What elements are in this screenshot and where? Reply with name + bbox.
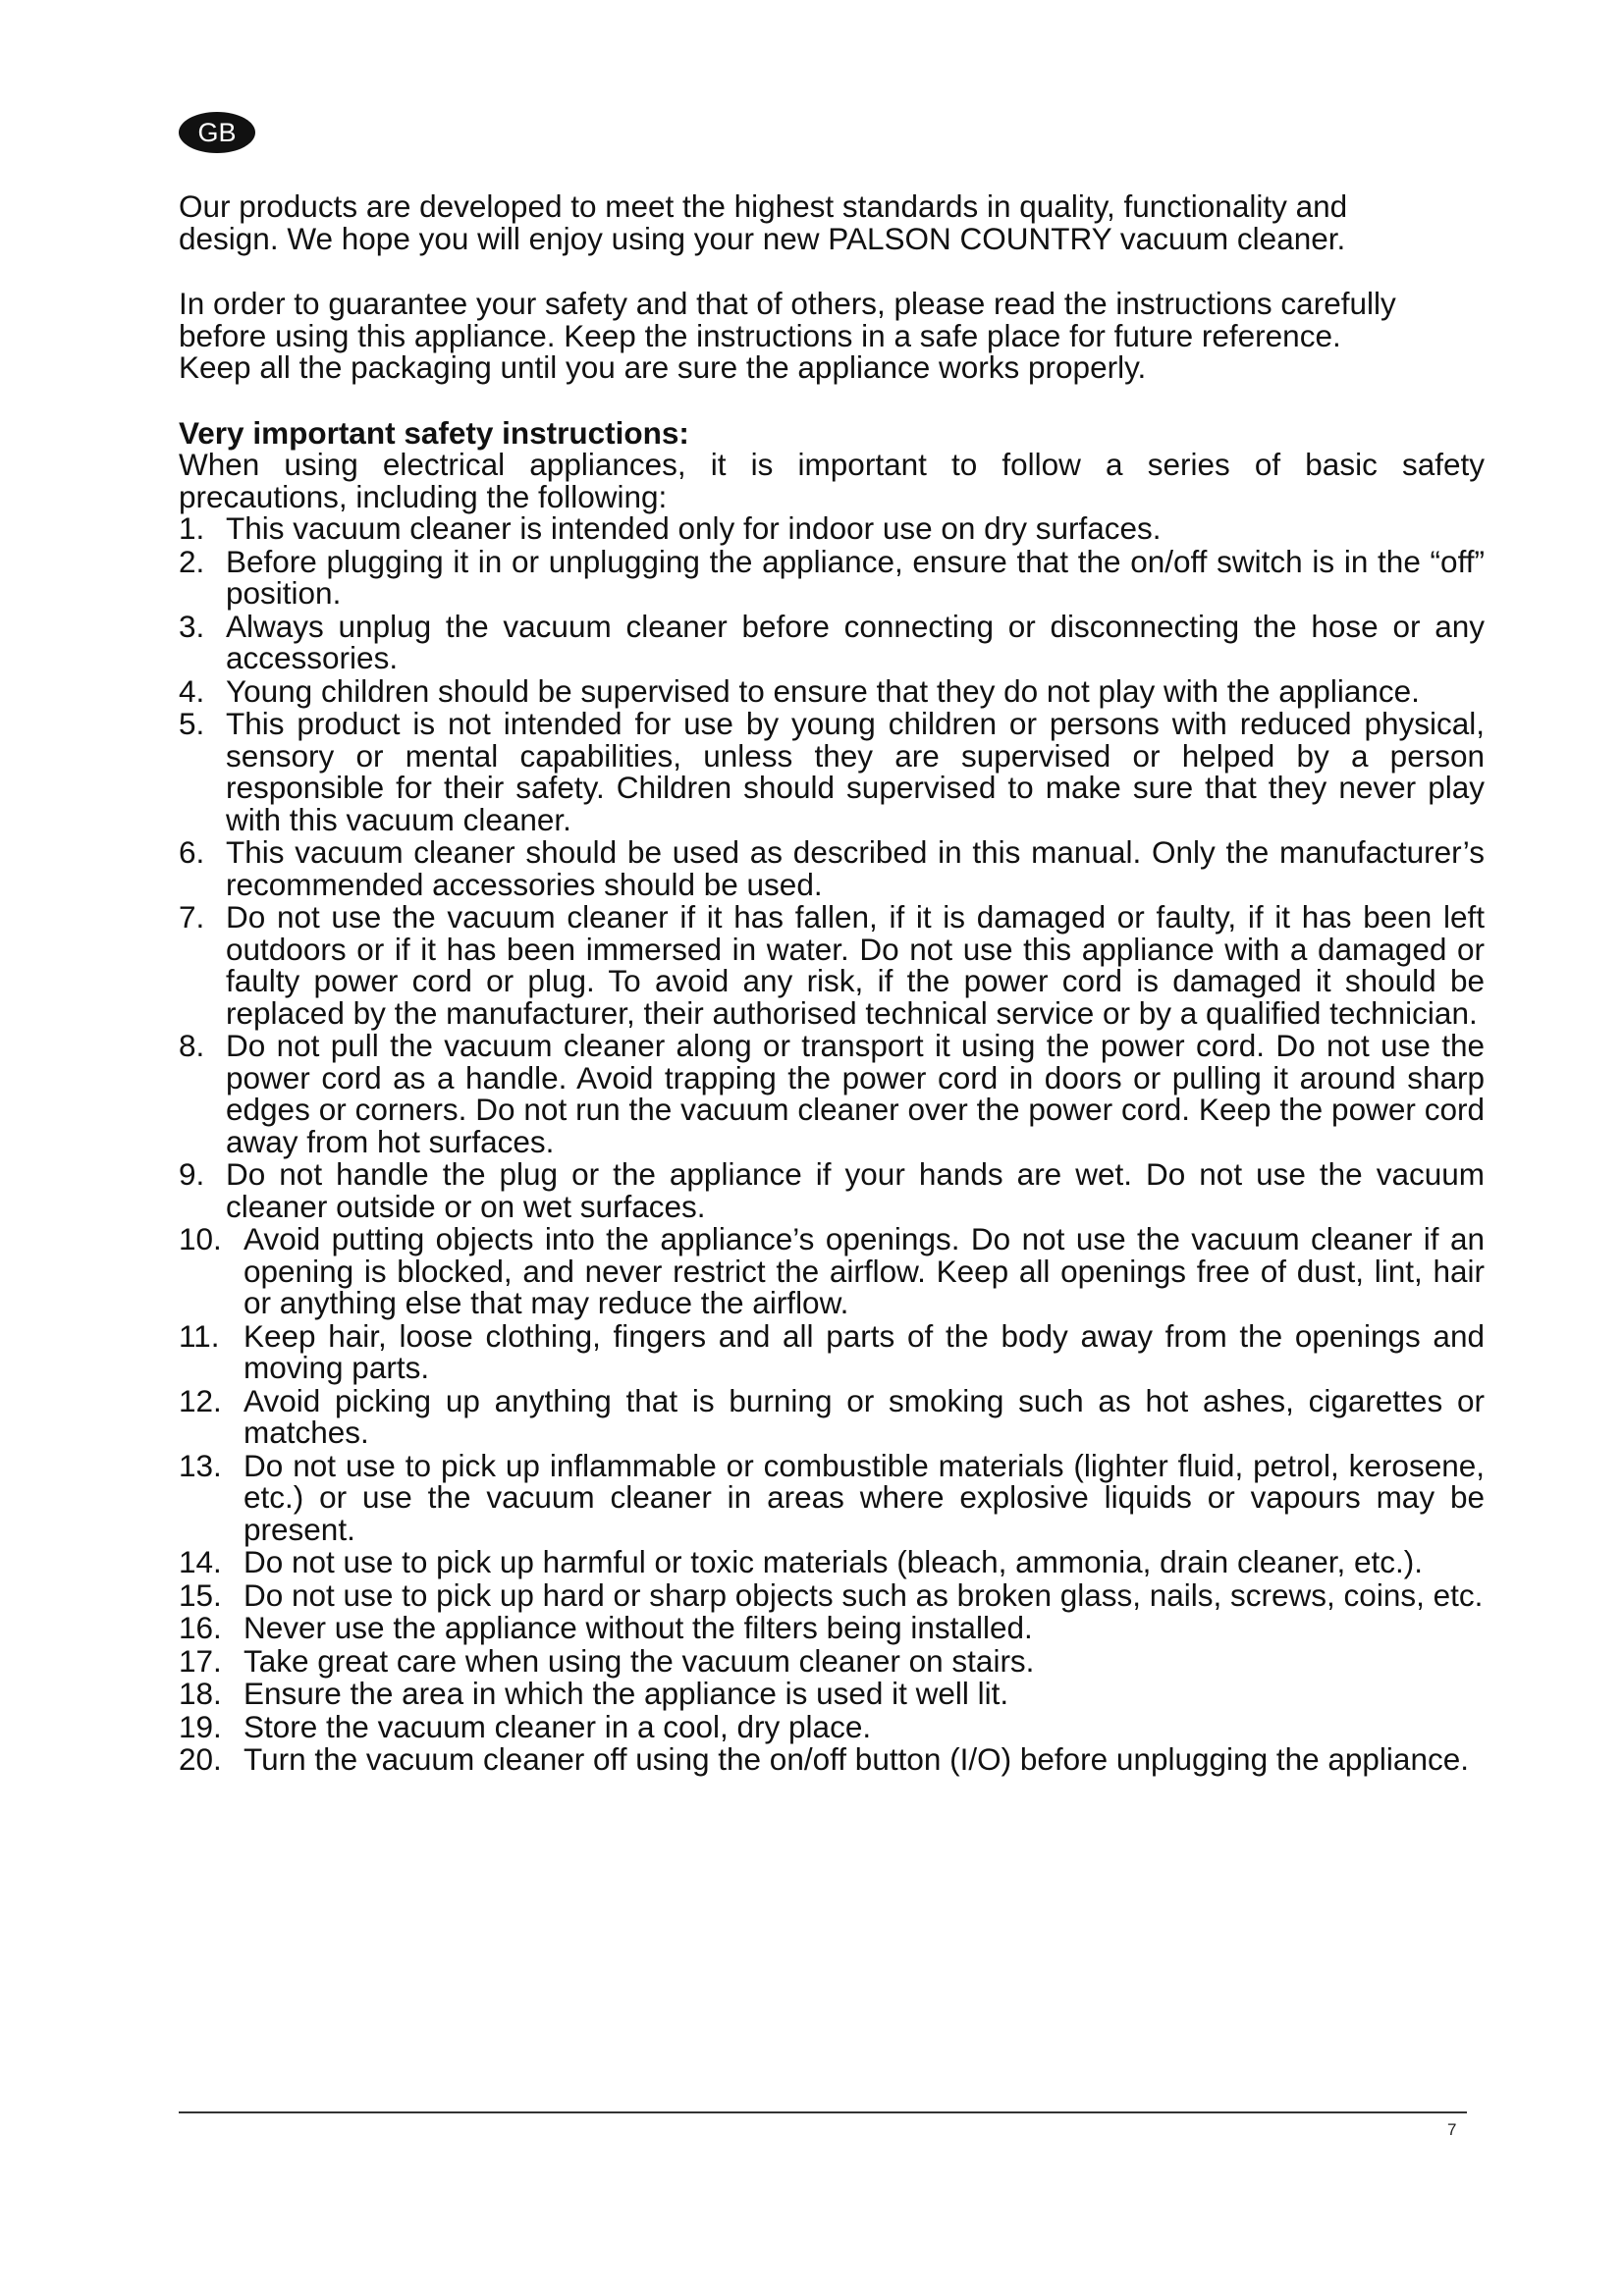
list-item-number: 7.: [179, 899, 205, 934]
language-badge-label: GB: [197, 117, 237, 147]
list-item-text: Never use the appliance without the filters being installed.: [244, 1610, 1033, 1645]
intro-paragraph-1: [179, 190, 1485, 254]
list-item: [179, 1678, 1485, 1710]
list-item-text: Do not use to pick up hard or sharp objects such as broken glass, nails, screws, coins, etc.: [244, 1576, 1484, 1613]
safety-instructions-list: [179, 512, 1485, 1776]
list-item: [179, 1576, 1485, 1613]
list-item: [179, 901, 1485, 1029]
list-item: [179, 836, 1485, 900]
list-item-text: Do not use the vacuum cleaner if it has fallen, if it is damaged or faulty, if it has been left outdoors or if it has been immersed in water. Do not use this appliance with a damaged or faulty power cord or plug. To avoid any risk, if the power cord is damaged it should be replaced by the manufacturer, their authorised technical service or by a qualified technician.: [226, 899, 1485, 1031]
list-item-number: 4.: [179, 672, 205, 709]
intro-paragraph-2: [179, 288, 1485, 384]
list-item-text: Do not pull the vacuum cleaner along or transport it using the power cord. Do not use the power cord as a handle. Avoid trapping the power cord in doors or pulling it around sharp edges or corners. Do not run the vacuum cleaner over the power cord. Keep the power cord away from hot surfaces.: [226, 1028, 1485, 1159]
list-item: [179, 1642, 1485, 1679]
page-number: 7: [1447, 2120, 1457, 2139]
list-item-number: 3.: [179, 608, 205, 644]
list-item-number: 15.: [179, 1576, 222, 1613]
list-item: [179, 1447, 1485, 1547]
list-item-text: Avoid putting objects into the appliance’s openings. Do not use the vacuum cleaner if an opening is blocked, and never restrict the airflow. Keep all openings free of dust, lint, hair or anything else that may reduce the airflow.: [244, 1221, 1485, 1320]
list-item: [179, 672, 1485, 709]
list-item-number: 17.: [179, 1642, 222, 1679]
section-lead-line-2: precautions, including the following:: [179, 478, 668, 514]
list-item-text: This product is not intended for use by young children or persons with reduced physical, sensory or mental capabilities, unless they are supervised or helped by a person responsible for their safety. Children should supervised to make sure that they never play with this vacuum cleaner.: [226, 706, 1485, 837]
list-item-number: 20.: [179, 1741, 222, 1777]
list-item: [179, 1030, 1485, 1157]
spacer: [179, 254, 1485, 288]
list-item: [179, 708, 1485, 835]
language-badge-gb: [179, 112, 255, 153]
list-item-text: Do not use to pick up inflammable or combustible materials (lighter fluid, petrol, kerosene, etc.) or use the vacuum cleaner in areas where explosive liquids or vapours may be present.: [244, 1447, 1485, 1547]
spacer: [179, 384, 1485, 417]
list-item-number: 1.: [179, 510, 205, 546]
list-item-number: 14.: [179, 1544, 222, 1579]
list-item: [179, 543, 1485, 611]
list-item-text: Store the vacuum cleaner in a cool, dry place.: [244, 1708, 872, 1744]
intro-p2-line-2: before using this appliance. Keep the instructions in a safe place for future reference.: [179, 317, 1341, 353]
list-item: [179, 1382, 1485, 1450]
list-item-number: 2.: [179, 543, 205, 579]
list-item: [179, 512, 1485, 545]
list-item: [179, 1317, 1485, 1385]
list-item-text: Always unplug the vacuum cleaner before connecting or disconnecting the hose or any accessories.: [226, 608, 1485, 675]
list-item: [179, 1612, 1485, 1644]
list-item-text: Before plugging it in or unplugging the appliance, ensure that the on/off switch is in the “off” position.: [226, 543, 1485, 611]
list-item-text: Ensure the area in which the appliance is used it well lit.: [244, 1676, 1009, 1711]
list-item-number: 12.: [179, 1382, 222, 1418]
list-item-number: 9.: [179, 1156, 205, 1192]
list-item: [179, 1158, 1485, 1222]
list-item-text: Take great care when using the vacuum cleaner on stairs.: [244, 1642, 1035, 1679]
section-lead: [179, 449, 1485, 512]
section-lead-line-1: When using electrical appliances, it is important to follow a series of basic safety: [179, 447, 1485, 482]
intro-p2-line-3: Keep all the packaging until you are sure the appliance works properly.: [179, 349, 1147, 385]
list-item-number: 8.: [179, 1028, 205, 1063]
list-item-number: 19.: [179, 1708, 222, 1744]
list-item: [179, 608, 1485, 675]
section-heading: Very important safety instructions:: [179, 414, 689, 451]
list-item: [179, 1708, 1485, 1744]
list-item-number: 13.: [179, 1447, 222, 1483]
list-item: [179, 1223, 1485, 1319]
list-item-text: Avoid picking up anything that is burning or smoking such as hot ashes, cigarettes or matches.: [244, 1382, 1485, 1450]
list-item-number: 11.: [179, 1317, 220, 1354]
list-item-text: Do not handle the plug or the appliance if your hands are wet. Do not use the vacuum cleaner outside or on wet surfaces.: [226, 1156, 1485, 1224]
list-item-number: 10.: [179, 1221, 222, 1256]
list-item-text: This vacuum cleaner should be used as described in this manual. Only the manufacturer’s recommended accessories should be used.: [226, 834, 1485, 902]
list-item-text: Turn the vacuum cleaner off using the on/off button (I/O) before unplugging the appliance.: [244, 1741, 1469, 1777]
list-item-number: 6.: [179, 834, 205, 870]
intro-p2-line-1: In order to guarantee your safety and that of others, please read the instructions carefully: [179, 286, 1396, 321]
document-body: [179, 190, 1485, 1777]
list-item: [179, 1546, 1485, 1578]
list-item-number: 16.: [179, 1610, 222, 1645]
list-item-text: Keep hair, loose clothing, fingers and all parts of the body away from the openings and moving parts.: [244, 1317, 1485, 1385]
list-item-number: 5.: [179, 706, 205, 741]
footer-divider: [179, 2111, 1467, 2113]
list-item: [179, 1743, 1485, 1776]
list-item-number: 18.: [179, 1676, 222, 1711]
list-item-text: Do not use to pick up harmful or toxic materials (bleach, ammonia, drain cleaner, etc.).: [244, 1544, 1424, 1579]
intro-p1-line-2: design. We hope you will enjoy using your new PALSON COUNTRY vacuum cleaner.: [179, 220, 1346, 256]
intro-p1-line-1: Our products are developed to meet the highest standards in quality, functionality and: [179, 188, 1348, 224]
list-item-text: This vacuum cleaner is intended only for indoor use on dry surfaces.: [226, 510, 1162, 546]
list-item-text: Young children should be supervised to ensure that they do not play with the appliance.: [226, 672, 1420, 709]
